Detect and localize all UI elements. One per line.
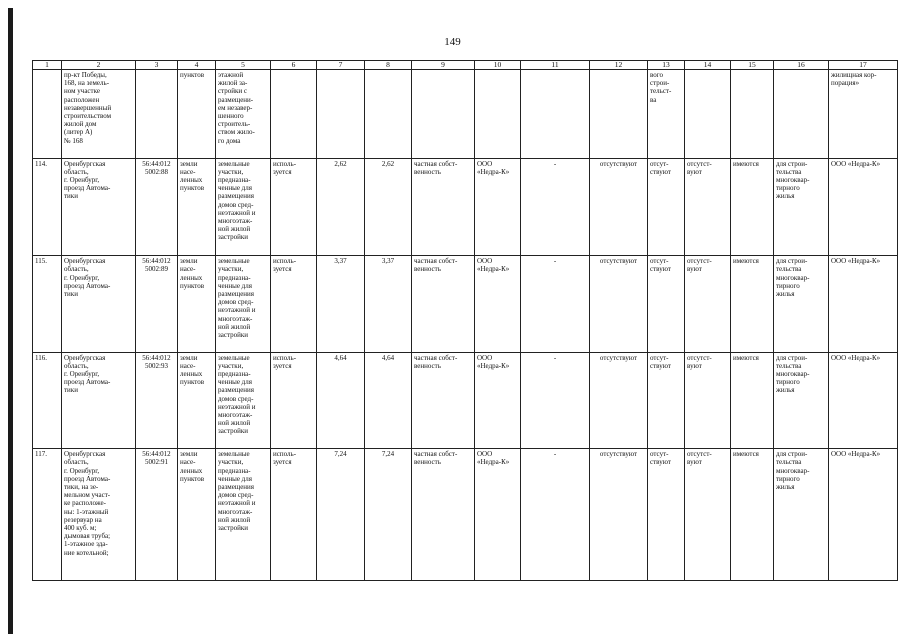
cadastral-number-cell: 56:44:012 5002:89: [136, 256, 178, 353]
ownership-form-cell: частная собст- венность: [412, 352, 475, 449]
area-cell: 4,64: [317, 352, 365, 449]
row-number-cell: [33, 70, 62, 159]
area-cell: 3,37: [317, 256, 365, 353]
column-number: 17: [829, 61, 898, 70]
owner-cell: ООО «Недра-К»: [475, 158, 521, 256]
cadastral-number-cell: [136, 70, 178, 159]
land-category-cell: земли насе- ленных пунктов: [178, 158, 216, 256]
usage-status-cell: исполь- зуется: [271, 449, 317, 581]
table-cell: имеются: [731, 158, 774, 256]
land-category-cell: земли насе- ленных пунктов: [178, 352, 216, 449]
area-cell: 2,62: [317, 158, 365, 256]
purpose-cell: для строи- тельства многоквар- тирного жилья: [774, 158, 829, 256]
permitted-use-cell: этажной жилой за- стройки с размещени- ем незавер- шенного строитель- ством жило- го дома: [216, 70, 271, 159]
table-cell: [731, 70, 774, 159]
table-cell: отсутст- вуют: [685, 352, 731, 449]
area-cell: 7,24: [365, 449, 412, 581]
table-cell: отсутствуют: [590, 256, 648, 353]
table-cell: -: [521, 449, 590, 581]
address-cell: Оренбургская область, г. Оренбург, проезд Автома- тики: [62, 158, 136, 256]
purpose-cell: [774, 70, 829, 159]
table-row: [33, 256, 898, 353]
column-number: 3: [136, 61, 178, 70]
table-cell: отсут- ствуют: [648, 352, 685, 449]
column-number: 7: [317, 61, 365, 70]
permitted-use-cell: земельные участки, предназна- ченные для размещения домов сред- неэтажной и многоэтаж- ной жилой застройки: [216, 449, 271, 581]
usage-status-cell: исполь- зуется: [271, 158, 317, 256]
land-register-table: [32, 60, 898, 581]
table-cell: отсутст- вуют: [685, 256, 731, 353]
usage-status-cell: исполь- зуется: [271, 352, 317, 449]
ownership-form-cell: частная собст- венность: [412, 158, 475, 256]
table-cell: отсутст- вуют: [685, 449, 731, 581]
holder-cell: ООО «Недра-К»: [829, 256, 898, 353]
area-cell: [317, 70, 365, 159]
table-row: [33, 449, 898, 581]
column-number: 1: [33, 61, 62, 70]
column-number: 6: [271, 61, 317, 70]
cadastral-number-cell: 56:44:012 5002:91: [136, 449, 178, 581]
permitted-use-cell: земельные участки, предназна- ченные для размещения домов сред- неэтажной и многоэтаж- ной жилой застройки: [216, 158, 271, 256]
table-row: [33, 70, 898, 159]
holder-cell: ООО «Недра-К»: [829, 449, 898, 581]
permitted-use-cell: земельные участки, предназна- ченные для размещения домов сред- неэтажной и многоэтаж- ной жилой застройки: [216, 352, 271, 449]
column-number: 11: [521, 61, 590, 70]
usage-status-cell: [271, 70, 317, 159]
column-number: 13: [648, 61, 685, 70]
cadastral-number-cell: 56:44:012 5002:93: [136, 352, 178, 449]
address-cell: Оренбургская область, г. Оренбург, проезд Автома- тики, на зе- мельном участ- ке расположе- ны: 1-этажный резервуар на 400 куб. м; дымовая труба; 1-этажное зда- ние котельной;: [62, 449, 136, 581]
area-cell: 2,62: [365, 158, 412, 256]
column-number: 14: [685, 61, 731, 70]
holder-cell: жилищная кор- порация»: [829, 70, 898, 159]
table-cell: [685, 70, 731, 159]
table-cell: [590, 70, 648, 159]
table-cell: отсутствуют: [590, 158, 648, 256]
land-category-cell: земли насе- ленных пунктов: [178, 449, 216, 581]
cadastral-number-cell: 56:44:012 5002:88: [136, 158, 178, 256]
ownership-form-cell: [412, 70, 475, 159]
purpose-cell: для строи- тельства многоквар- тирного жилья: [774, 352, 829, 449]
owner-cell: ООО «Недра-К»: [475, 352, 521, 449]
column-number: 10: [475, 61, 521, 70]
table-cell: вого строи- тельст- ва: [648, 70, 685, 159]
table-row: [33, 352, 898, 449]
holder-cell: ООО «Недра-К»: [829, 158, 898, 256]
column-number-row: [33, 61, 898, 70]
table-cell: отсутствуют: [590, 352, 648, 449]
table-cell: имеются: [731, 256, 774, 353]
address-cell: Оренбургская область, г. Оренбург, проезд Автома- тики: [62, 256, 136, 353]
column-number: 8: [365, 61, 412, 70]
column-number: 9: [412, 61, 475, 70]
area-cell: 7,24: [317, 449, 365, 581]
binding-edge: [8, 8, 13, 634]
table-cell: -: [521, 352, 590, 449]
column-number: 5: [216, 61, 271, 70]
table-row: [33, 158, 898, 256]
purpose-cell: для строи- тельства многоквар- тирного жилья: [774, 449, 829, 581]
table-cell: имеются: [731, 352, 774, 449]
table-cell: отсут- ствуют: [648, 158, 685, 256]
table-cell: -: [521, 158, 590, 256]
row-number-cell: 116.: [33, 352, 62, 449]
permitted-use-cell: земельные участки, предназна- ченные для размещения домов сред- неэтажной и многоэтаж- ной жилой застройки: [216, 256, 271, 353]
owner-cell: ООО «Недра-К»: [475, 256, 521, 353]
purpose-cell: для строи- тельства многоквар- тирного жилья: [774, 256, 829, 353]
owner-cell: [475, 70, 521, 159]
land-category-cell: земли насе- ленных пунктов: [178, 256, 216, 353]
area-cell: 3,37: [365, 256, 412, 353]
column-number: 16: [774, 61, 829, 70]
column-number: 12: [590, 61, 648, 70]
row-number-cell: 114.: [33, 158, 62, 256]
table-cell: -: [521, 256, 590, 353]
land-category-cell: пунктов: [178, 70, 216, 159]
row-number-cell: 115.: [33, 256, 62, 353]
page-number: 149: [444, 36, 461, 48]
column-number: 15: [731, 61, 774, 70]
table-cell: отсутствуют: [590, 449, 648, 581]
row-number-cell: 117.: [33, 449, 62, 581]
area-cell: [365, 70, 412, 159]
owner-cell: ООО «Недра-К»: [475, 449, 521, 581]
area-cell: 4,64: [365, 352, 412, 449]
table-cell: отсут- ствуют: [648, 449, 685, 581]
table-cell: имеются: [731, 449, 774, 581]
address-cell: Оренбургская область, г. Оренбург, проезд Автома- тики: [62, 352, 136, 449]
table-cell: отсутст- вуют: [685, 158, 731, 256]
address-cell: пр-кт Победы, 168, на земель- ном участке расположен незавершенный строительством жилой дом (литер А) № 168: [62, 70, 136, 159]
table-cell: отсут- ствуют: [648, 256, 685, 353]
ownership-form-cell: частная собст- венность: [412, 256, 475, 353]
table-cell: [521, 70, 590, 159]
usage-status-cell: исполь- зуется: [271, 256, 317, 353]
column-number: 4: [178, 61, 216, 70]
column-number: 2: [62, 61, 136, 70]
holder-cell: ООО «Недра-К»: [829, 352, 898, 449]
ownership-form-cell: частная собст- венность: [412, 449, 475, 581]
